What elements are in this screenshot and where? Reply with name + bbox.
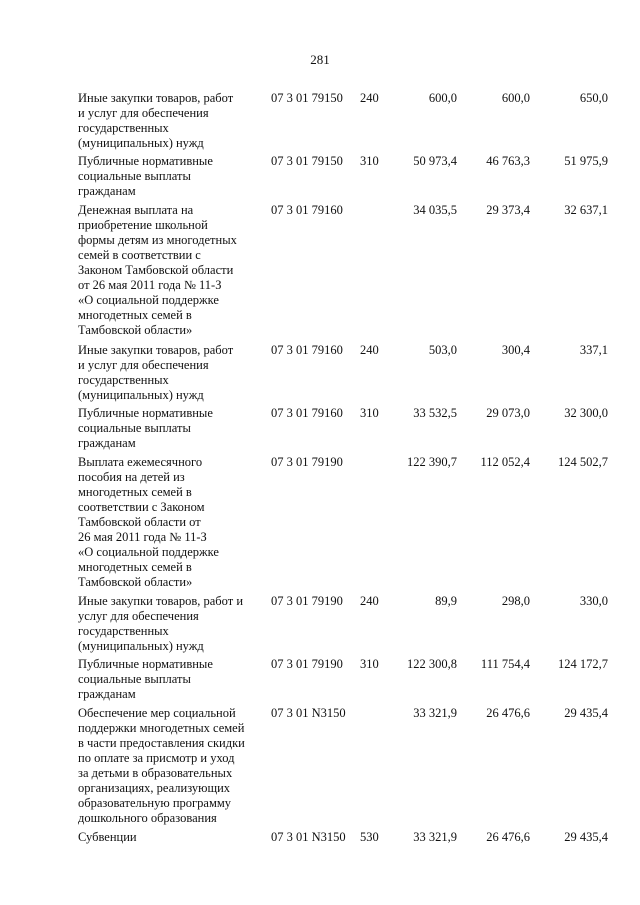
- row-value-3: 337,1: [579, 343, 608, 357]
- row-name-line: организациях, реализующих: [78, 781, 231, 795]
- page-number: 281: [310, 52, 330, 67]
- row-name-line: гражданам: [78, 184, 136, 198]
- row-value-1: 33 321,9: [413, 830, 457, 844]
- row-value-3: 124 502,7: [558, 455, 608, 469]
- row-code: 07 3 01 N3150: [271, 706, 346, 720]
- row-code: 07 3 01 79150: [271, 154, 343, 168]
- row-value-3: 32 300,0: [564, 406, 608, 420]
- row-name-line: формы детям из многодетных: [78, 233, 237, 247]
- row-name-line: Субвенции: [78, 830, 137, 844]
- row-value-3: 650,0: [579, 91, 608, 105]
- row-value-1: 122 390,7: [407, 455, 457, 469]
- row-expense-type: 310: [360, 406, 379, 420]
- row-name-line: от 26 мая 2011 года № 11-З: [78, 278, 222, 292]
- row-code: 07 3 01 79160: [271, 203, 343, 217]
- row-name-line: по оплате за присмотр и уход: [78, 751, 235, 765]
- row-expense-type: 240: [360, 343, 379, 357]
- row-value-2: 300,4: [501, 343, 530, 357]
- row-name-line: (муниципальных) нужд: [78, 639, 204, 653]
- row-value-1: 122 300,8: [407, 657, 457, 671]
- row-name-line: соответствии с Законом: [78, 500, 205, 514]
- row-name-line: Денежная выплата на: [78, 203, 194, 217]
- row-value-3: 32 637,1: [564, 203, 608, 217]
- row-name-line: Иные закупки товаров, работ и: [78, 594, 244, 608]
- row-name: [78, 406, 268, 451]
- row-name-line: Публичные нормативные: [78, 657, 213, 671]
- row-code: 07 3 01 79150: [271, 91, 343, 105]
- row-name: [78, 203, 268, 338]
- row-name: [78, 154, 268, 199]
- row-name-line: гражданам: [78, 436, 136, 450]
- row-name: [78, 657, 268, 702]
- row-value-1: 89,9: [435, 594, 457, 608]
- row-code: 07 3 01 79160: [271, 343, 343, 357]
- row-name-line: (муниципальных) нужд: [78, 136, 204, 150]
- row-name-line: за детьми в образовательных: [78, 766, 233, 780]
- row-name-line: услуг для обеспечения: [78, 609, 199, 623]
- row-name-line: приобретение школьной: [78, 218, 208, 232]
- row-name-line: Публичные нормативные: [78, 154, 213, 168]
- row-name-line: и услуг для обеспечения: [78, 358, 209, 372]
- row-name-line: Иные закупки товаров, работ: [78, 91, 234, 105]
- row-value-2: 111 754,4: [480, 657, 530, 671]
- row-value-1: 503,0: [428, 343, 457, 357]
- row-value-3: 124 172,7: [558, 657, 608, 671]
- row-value-3: 330,0: [579, 594, 608, 608]
- row-name-line: гражданам: [78, 687, 136, 701]
- row-expense-type: 310: [360, 657, 379, 671]
- row-name-line: образовательную программу: [78, 796, 232, 810]
- row-value-2: 29 073,0: [486, 406, 530, 420]
- row-name-line: государственных: [78, 624, 169, 638]
- row-name-line: поддержки многодетных семей: [78, 721, 245, 735]
- row-value-2: 600,0: [501, 91, 530, 105]
- row-name-line: семей в соответствии с: [78, 248, 201, 262]
- row-name-line: многодетных семей в: [78, 308, 192, 322]
- row-name-line: и услуг для обеспечения: [78, 106, 209, 120]
- row-expense-type: 240: [360, 91, 379, 105]
- row-expense-type: 530: [360, 830, 379, 844]
- row-value-1: 33 532,5: [413, 406, 457, 420]
- row-name-line: (муниципальных) нужд: [78, 388, 204, 402]
- row-name-line: Обеспечение мер социальной: [78, 706, 236, 720]
- row-name-line: социальные выплаты: [78, 421, 191, 435]
- row-value-1: 50 973,4: [413, 154, 457, 168]
- row-value-2: 298,0: [501, 594, 530, 608]
- row-name: [78, 455, 268, 590]
- row-expense-type: 240: [360, 594, 379, 608]
- row-code: 07 3 01 79190: [271, 455, 343, 469]
- row-value-1: 34 035,5: [413, 203, 457, 217]
- row-name-line: Тамбовской области»: [78, 575, 193, 589]
- row-name-line: пособия на детей из: [78, 470, 185, 484]
- row-name: [78, 706, 268, 826]
- row-name-line: в части предоставления скидки: [78, 736, 245, 750]
- row-value-1: 33 321,9: [413, 706, 457, 720]
- row-name-line: дошкольного образования: [78, 811, 217, 825]
- row-value-3: 51 975,9: [564, 154, 608, 168]
- row-name-line: Публичные нормативные: [78, 406, 213, 420]
- row-code: 07 3 01 N3150: [271, 830, 346, 844]
- row-name-line: государственных: [78, 121, 169, 135]
- row-value-2: 26 476,6: [486, 830, 530, 844]
- row-value-3: 29 435,4: [564, 706, 608, 720]
- row-name: [78, 594, 268, 654]
- row-name-line: Тамбовской области»: [78, 323, 193, 337]
- row-name-line: Иные закупки товаров, работ: [78, 343, 234, 357]
- row-name: [78, 343, 268, 403]
- row-name: [78, 830, 268, 845]
- row-value-3: 29 435,4: [564, 830, 608, 844]
- row-name-line: социальные выплаты: [78, 672, 191, 686]
- row-name: [78, 91, 268, 151]
- row-name-line: Законом Тамбовской области: [78, 263, 234, 277]
- row-name-line: 26 мая 2011 года № 11-З: [78, 530, 207, 544]
- row-expense-type: 310: [360, 154, 379, 168]
- row-name-line: «О социальной поддержке: [78, 545, 219, 559]
- row-value-2: 112 052,4: [480, 455, 530, 469]
- row-code: 07 3 01 79190: [271, 657, 343, 671]
- row-code: 07 3 01 79160: [271, 406, 343, 420]
- row-name-line: социальные выплаты: [78, 169, 191, 183]
- row-value-2: 29 373,4: [486, 203, 530, 217]
- row-name-line: государственных: [78, 373, 169, 387]
- row-name-line: Выплата ежемесячного: [78, 455, 203, 469]
- row-name-line: многодетных семей в: [78, 485, 192, 499]
- row-value-2: 26 476,6: [486, 706, 530, 720]
- row-code: 07 3 01 79190: [271, 594, 343, 608]
- row-value-2: 46 763,3: [486, 154, 530, 168]
- row-name-line: «О социальной поддержке: [78, 293, 219, 307]
- row-value-1: 600,0: [428, 91, 457, 105]
- row-name-line: многодетных семей в: [78, 560, 192, 574]
- row-name-line: Тамбовской области от: [78, 515, 201, 529]
